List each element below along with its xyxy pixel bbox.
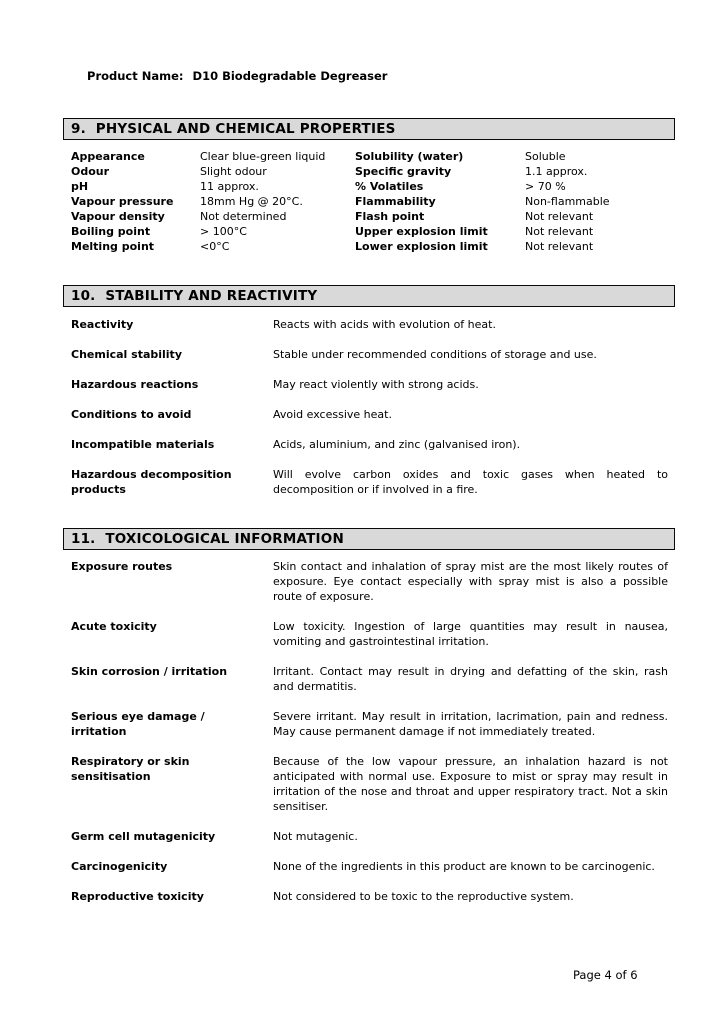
prop-label: Flash point	[355, 210, 425, 223]
table-row	[71, 829, 668, 844]
table-row	[71, 407, 668, 422]
prop-label: Flammability	[355, 195, 436, 208]
row-label: Hazardous reactions	[71, 378, 199, 391]
row-value: Irritant. Contact may result in drying and defatting of the skin, rash and dermatitis.	[273, 665, 668, 693]
section-10-header: 10. STABILITY AND REACTIVITY	[63, 285, 675, 307]
row-label: Conditions to avoid	[71, 408, 192, 421]
row-value: Stable under recommended conditions of storage and use.	[273, 348, 597, 361]
row-label: Skin corrosion / irritation	[71, 665, 228, 678]
prop-label: Solubility (water)	[355, 150, 464, 163]
row-value: Severe irritant. May result in irritation, lacrimation, pain and redness. May cause permanent damage if not immediately treated.	[273, 710, 668, 738]
row-label: Reactivity	[71, 318, 134, 331]
prop-label: Melting point	[71, 240, 155, 253]
row-value: Avoid excessive heat.	[273, 408, 392, 421]
prop-value: 18mm Hg @ 20°C.	[200, 195, 303, 208]
prop-value: > 100°C	[200, 225, 247, 238]
prop-value: Soluble	[525, 150, 566, 163]
row-label: Serious eye damage / irritation	[71, 710, 205, 738]
row-value: Not mutagenic.	[273, 830, 358, 843]
section-9-header: 9. PHYSICAL AND CHEMICAL PROPERTIES	[63, 118, 675, 140]
prop-value: 1.1 approx.	[525, 165, 588, 178]
prop-label: Upper explosion limit	[355, 225, 488, 238]
row-label: Carcinogenicity	[71, 860, 168, 873]
toxicological-rows	[71, 559, 668, 919]
row-label: Exposure routes	[71, 560, 173, 573]
table-row	[71, 347, 668, 362]
table-row	[71, 559, 668, 604]
table-row	[71, 709, 668, 739]
row-label: Germ cell mutagenicity	[71, 830, 216, 843]
prop-label: Specific gravity	[355, 165, 452, 178]
table-row	[71, 317, 668, 332]
product-name-line	[71, 55, 387, 97]
row-value: Because of the low vapour pressure, an inhalation hazard is not anticipated with normal use. Exposure to mist or spray may result in irritation of the nose and throat and upper respiratory tract. Not a skin sensitiser.	[273, 755, 668, 813]
row-value: Low toxicity. Ingestion of large quantities may result in nausea, vomiting and gastrointestinal irritation.	[273, 620, 668, 648]
prop-label: Boiling point	[71, 225, 151, 238]
row-label: Hazardous decomposition products	[71, 468, 232, 496]
prop-label: Odour	[71, 165, 110, 178]
row-label: Chemical stability	[71, 348, 182, 361]
prop-value: 11 approx.	[200, 180, 259, 193]
table-row	[71, 377, 668, 392]
prop-label: Vapour pressure	[71, 195, 174, 208]
row-value: Skin contact and inhalation of spray mist are the most likely routes of exposure. Eye contact especially with spray mist is also a possible route of exposure.	[273, 560, 668, 603]
prop-value: Slight odour	[200, 165, 267, 178]
prop-label: Vapour density	[71, 210, 165, 223]
prop-value: <0°C	[200, 240, 230, 253]
page-number: Page 4 of 6	[573, 968, 638, 982]
row-value: None of the ingredients in this product are known to be carcinogenic.	[273, 860, 655, 873]
row-value: Acids, aluminium, and zinc (galvanised iron).	[273, 438, 521, 451]
prop-label: % Volatiles	[355, 180, 424, 193]
prop-value: Clear blue-green liquid	[200, 150, 326, 163]
prop-label: Appearance	[71, 150, 145, 163]
prop-value: Non-flammable	[525, 195, 610, 208]
row-value: Not considered to be toxic to the reproductive system.	[273, 890, 574, 903]
row-label: Incompatible materials	[71, 438, 215, 451]
prop-label: pH	[71, 180, 89, 193]
product-name-value: D10 Biodegradable Degreaser	[192, 69, 388, 83]
prop-value: Not relevant	[525, 225, 594, 238]
row-value: Will evolve carbon oxides and toxic gases when heated to decomposition or if involved in a fire.	[273, 468, 668, 496]
row-label: Acute toxicity	[71, 620, 157, 633]
prop-value: Not relevant	[525, 240, 594, 253]
prop-value: > 70 %	[525, 180, 566, 193]
row-value: Reacts with acids with evolution of heat.	[273, 318, 496, 331]
table-row	[71, 437, 668, 452]
prop-label: Lower explosion limit	[355, 240, 488, 253]
table-row	[71, 664, 668, 694]
physical-properties-table	[71, 149, 670, 254]
prop-value: Not determined	[200, 210, 287, 223]
row-value: May react violently with strong acids.	[273, 378, 479, 391]
table-row	[71, 859, 668, 874]
table-row	[71, 754, 668, 814]
table-row	[71, 467, 668, 497]
table-row	[71, 619, 668, 649]
section-11-header: 11. TOXICOLOGICAL INFORMATION	[63, 528, 675, 550]
prop-value: Not relevant	[525, 210, 594, 223]
row-label: Reproductive toxicity	[71, 890, 204, 903]
stability-rows	[71, 317, 668, 512]
table-row	[71, 889, 668, 904]
row-label: Respiratory or skin sensitisation	[71, 755, 190, 783]
product-name-label: Product Name:	[87, 69, 184, 83]
